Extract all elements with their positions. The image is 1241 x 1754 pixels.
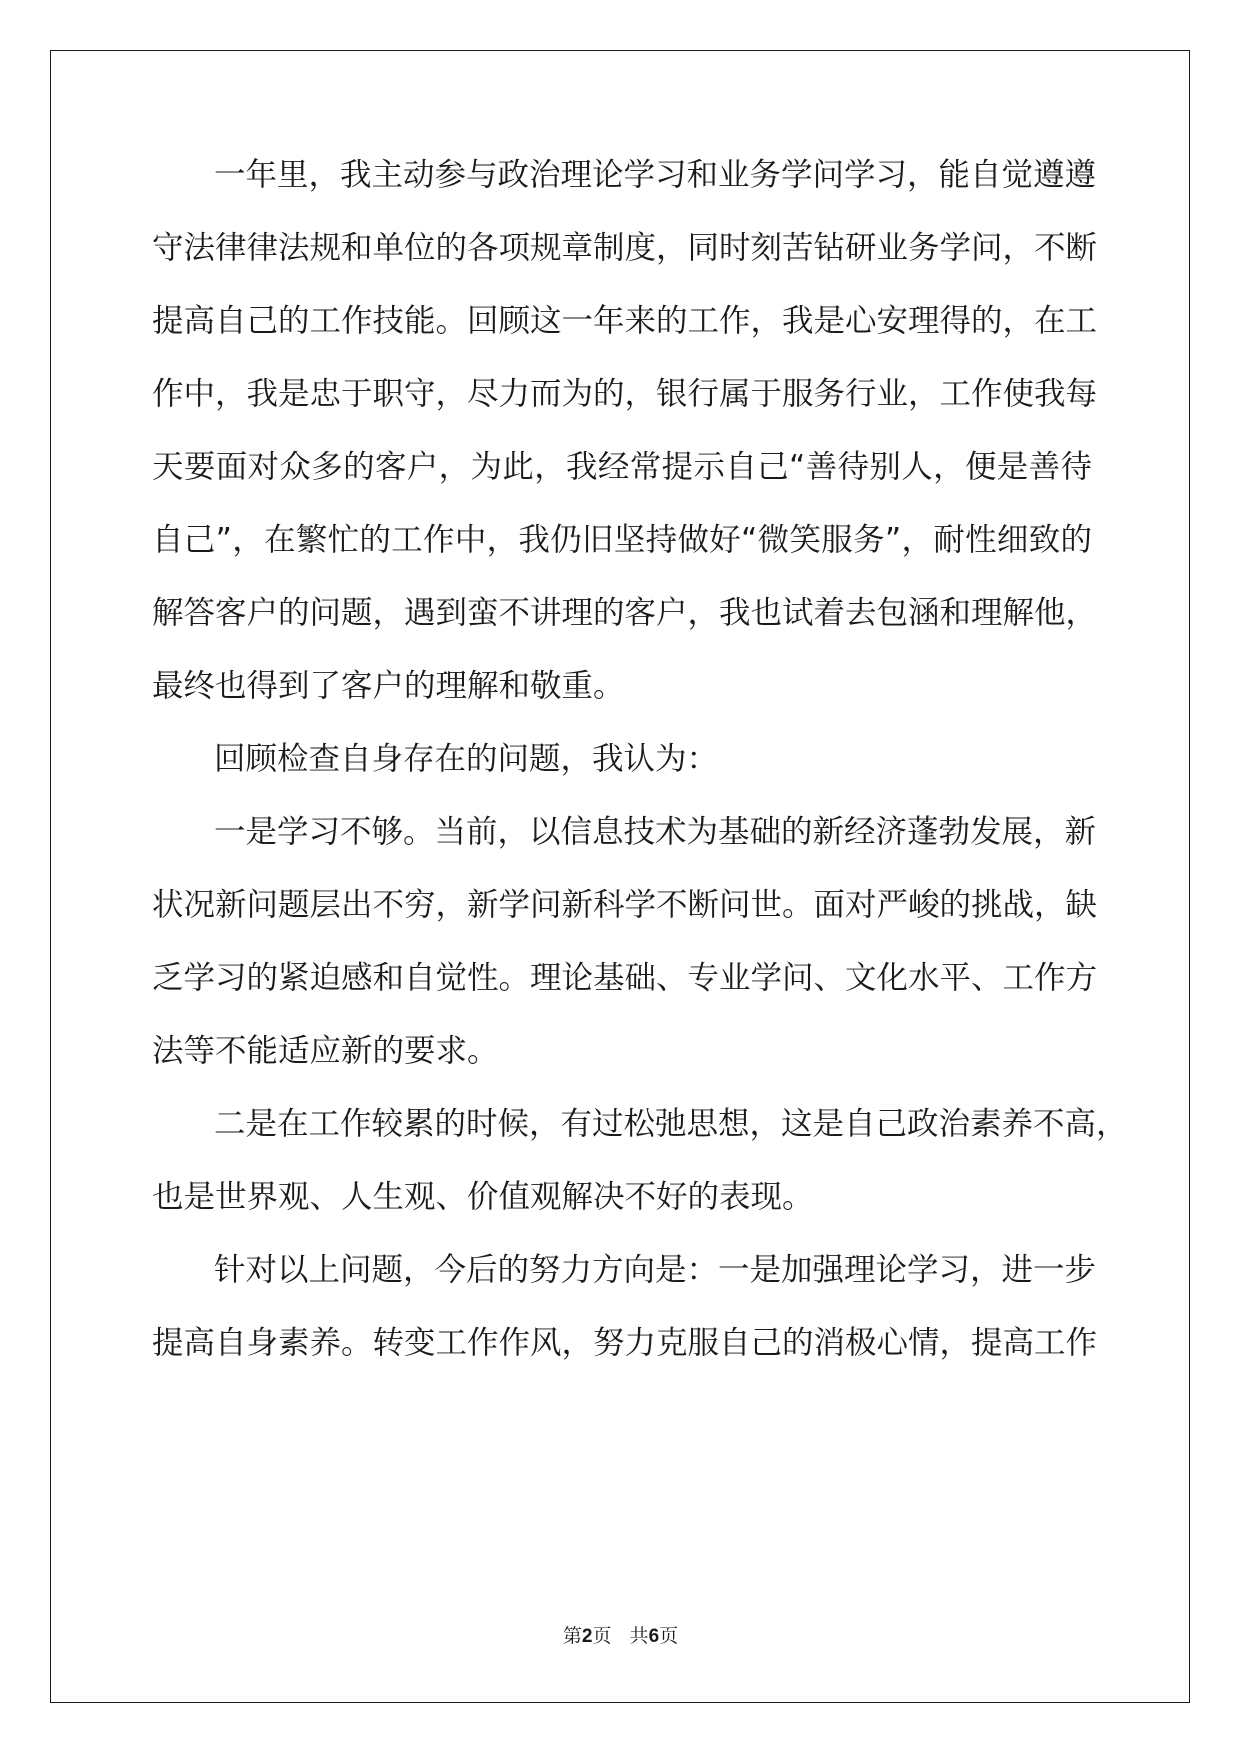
page-total: 6 bbox=[648, 1626, 660, 1647]
text-line: 作中，我是忠于职守，尽力而为的，银行属于服务行业，工作使我每 bbox=[152, 376, 1098, 412]
text-line: 天要面对众多的客户，为此，我经常提示自己“善待别人，便是善待 bbox=[152, 449, 1092, 485]
text-line: 针对以上问题，今后的努力方向是：一是加强理论学习，进一步 bbox=[214, 1252, 1097, 1288]
page-prefix: 第 bbox=[562, 1625, 582, 1647]
text-line: 最终也得到了客户的理解和敬重。 bbox=[152, 668, 625, 704]
text-line: 二是在工作较累的时候，有过松弛思想，这是自己政治素养不高， bbox=[214, 1106, 1128, 1142]
text-line: 解答客户的问题，遇到蛮不讲理的客户，我也试着去包涵和理解他， bbox=[152, 595, 1098, 631]
text-line: 回顾检查自身存在的问题，我认为： bbox=[214, 741, 719, 777]
text-line: 一是学习不够。当前，以信息技术为基础的新经济蓬勃发展，新 bbox=[214, 814, 1097, 850]
page-suffix: 页 bbox=[659, 1625, 679, 1647]
text-line: 一年里，我主动参与政治理论学习和业务学问学习，能自觉遵遵 bbox=[214, 157, 1097, 193]
page-current: 2 bbox=[581, 1626, 593, 1647]
text-line: 提高自己的工作技能。回顾这一年来的工作，我是心安理得的，在工 bbox=[152, 303, 1098, 339]
text-line: 状况新问题层出不穷，新学问新科学不断问世。面对严峻的挑战，缺 bbox=[152, 887, 1098, 923]
text-line: 提高自身素养。转变工作作风，努力克服自己的消极心情，提高工作 bbox=[152, 1325, 1098, 1361]
text-line: 乏学习的紧迫感和自觉性。理论基础、专业学问、文化水平、工作方 bbox=[152, 960, 1098, 996]
page-mid: 页 共 bbox=[592, 1625, 649, 1647]
page-footer bbox=[0, 1621, 1241, 1648]
text-line: 守法律律法规和单位的各项规章制度，同时刻苦钻研业务学问，不断 bbox=[152, 230, 1098, 266]
text-line: 法等不能适应新的要求。 bbox=[152, 1033, 499, 1069]
text-line: 自己”，在繁忙的工作中，我仍旧坚持做好“微笑服务”，耐性细致的 bbox=[152, 522, 1092, 558]
text-line: 也是世界观、人生观、价值观解决不好的表现。 bbox=[152, 1179, 814, 1215]
